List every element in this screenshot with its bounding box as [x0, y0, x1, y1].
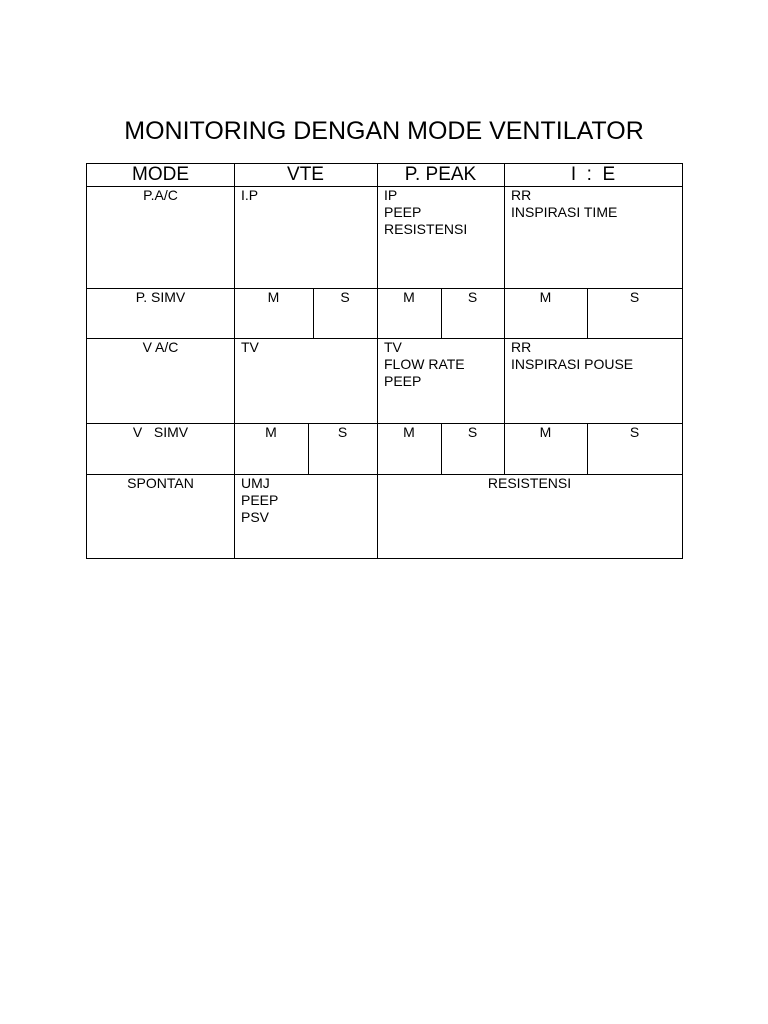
header-p-peak: P. PEAK	[404, 164, 477, 185]
vte-cell	[241, 475, 278, 526]
cell-line: TV	[241, 339, 259, 355]
sub-cell-s: S	[629, 424, 640, 440]
mode-cell: V SIMV	[132, 424, 189, 440]
cell-line: PEEP	[384, 204, 422, 220]
sub-cell-s: S	[340, 289, 350, 305]
column-divider	[377, 164, 378, 558]
sub-cell-m: M	[539, 424, 552, 440]
cell-line: I.P	[241, 187, 259, 203]
merged-cell: RESISTENSI	[487, 475, 572, 491]
column-divider	[234, 164, 235, 558]
header-ie: I : E	[570, 164, 616, 185]
p-peak-cell	[384, 339, 465, 390]
mode-cell: V A/C	[142, 339, 179, 355]
cell-line: PSV	[241, 509, 270, 525]
header-vte: VTE	[287, 164, 324, 185]
sub-cell-m: M	[403, 424, 415, 440]
vte-cell	[241, 339, 259, 356]
sub-cell-m: M	[403, 289, 415, 305]
sub-cell-m: M	[265, 424, 277, 440]
cell-line: FLOW RATE	[384, 356, 465, 372]
cell-line: INSPIRASI POUSE	[511, 356, 634, 372]
header-mode: MODE	[132, 164, 189, 185]
p-peak-cell	[384, 187, 467, 238]
ie-cell	[511, 339, 633, 373]
ie-cell	[511, 187, 617, 221]
vte-cell	[241, 187, 258, 204]
ventilator-monitoring-table	[86, 163, 683, 559]
sub-cell-s: S	[467, 289, 478, 305]
mode-cell: SPONTAN	[127, 475, 194, 491]
document-title: MONITORING DENGAN MODE VENTILATOR	[124, 117, 644, 145]
cell-line: INSPIRASI TIME	[511, 204, 618, 220]
mode-cell: P. SIMV	[135, 289, 186, 305]
sub-cell-m: M	[267, 289, 280, 305]
cell-line: RR	[511, 339, 532, 355]
mode-cell: P.A/C	[143, 187, 178, 203]
sub-cell-s: S	[629, 289, 640, 305]
sub-cell-s: S	[467, 424, 478, 440]
cell-line: RESISTENSI	[384, 221, 468, 237]
sub-cell-s: S	[337, 424, 348, 440]
sub-cell-m: M	[539, 289, 552, 305]
cell-line: UMJ	[241, 475, 270, 491]
cell-line: PEEP	[241, 492, 279, 508]
cell-line: PEEP	[384, 373, 422, 389]
cell-line: IP	[384, 187, 398, 203]
cell-line: RR	[511, 187, 532, 203]
cell-line: TV	[384, 339, 402, 355]
